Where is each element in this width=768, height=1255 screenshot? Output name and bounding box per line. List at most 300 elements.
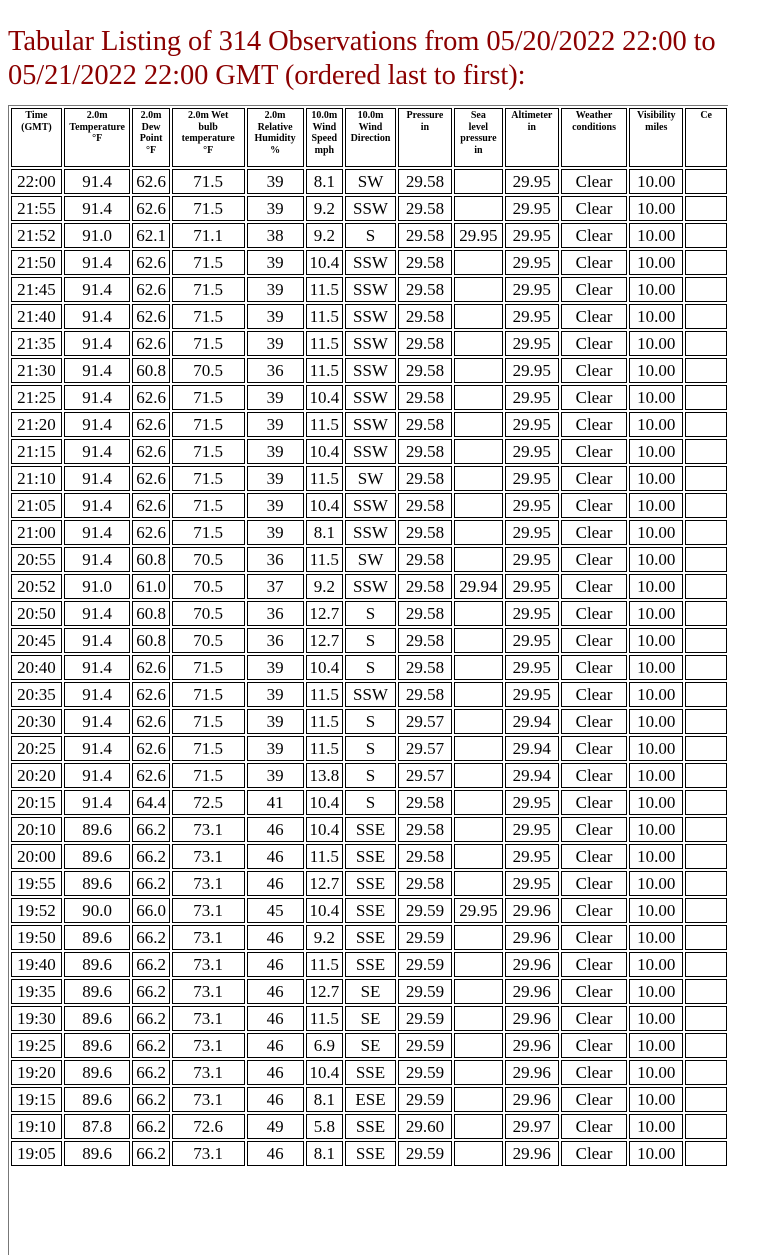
cell-wet-bulb: 71.5 [172,250,245,275]
cell-relative-humidity: 36 [247,601,304,626]
cell-pressure: 29.58 [398,466,452,491]
cell-wind-speed: 11.5 [306,304,343,329]
cell-ceiling [685,412,727,437]
cell-sea-level-pressure [454,682,503,707]
cell-visibility: 10.00 [629,682,683,707]
cell-altimeter: 29.95 [505,817,559,842]
table-row [11,1141,727,1166]
cell-temperature: 89.6 [64,979,130,1004]
table-row [11,871,727,896]
cell-time: 21:35 [11,331,62,356]
cell-temperature: 91.4 [64,196,130,221]
cell-weather-conditions: Clear [561,493,627,518]
header-time: Time (GMT) [11,108,62,167]
cell-dew-point: 66.2 [132,1114,169,1139]
cell-ceiling [685,898,727,923]
cell-pressure: 29.59 [398,979,452,1004]
cell-temperature: 89.6 [64,844,130,869]
cell-pressure: 29.58 [398,412,452,437]
cell-relative-humidity: 38 [247,223,304,248]
cell-time: 21:15 [11,439,62,464]
cell-sea-level-pressure [454,547,503,572]
cell-ceiling [685,304,727,329]
cell-wind-speed: 10.4 [306,817,343,842]
cell-pressure: 29.60 [398,1114,452,1139]
cell-temperature: 89.6 [64,925,130,950]
cell-relative-humidity: 46 [247,1087,304,1112]
cell-time: 22:00 [11,169,62,194]
cell-ceiling [685,250,727,275]
cell-ceiling [685,736,727,761]
cell-sea-level-pressure [454,979,503,1004]
cell-wind-direction: SW [345,547,396,572]
cell-altimeter: 29.95 [505,844,559,869]
cell-wind-direction: SSE [345,952,396,977]
cell-wind-speed: 10.4 [306,250,343,275]
cell-pressure: 29.58 [398,520,452,545]
cell-relative-humidity: 46 [247,925,304,950]
cell-altimeter: 29.95 [505,493,559,518]
cell-visibility: 10.00 [629,520,683,545]
cell-wind-direction: SSW [345,439,396,464]
cell-wind-speed: 6.9 [306,1033,343,1058]
cell-temperature: 89.6 [64,1141,130,1166]
cell-weather-conditions: Clear [561,574,627,599]
cell-altimeter: 29.96 [505,898,559,923]
cell-dew-point: 62.6 [132,331,169,356]
cell-wind-direction: SW [345,466,396,491]
cell-time: 20:35 [11,682,62,707]
cell-altimeter: 29.95 [505,223,559,248]
cell-dew-point: 62.6 [132,169,169,194]
cell-time: 21:30 [11,358,62,383]
cell-wind-speed: 8.1 [306,1141,343,1166]
cell-wet-bulb: 71.5 [172,277,245,302]
cell-altimeter: 29.95 [505,412,559,437]
cell-pressure: 29.58 [398,574,452,599]
cell-wet-bulb: 73.1 [172,817,245,842]
cell-ceiling [685,547,727,572]
cell-wind-direction: SSW [345,574,396,599]
cell-wet-bulb: 71.5 [172,385,245,410]
cell-time: 20:15 [11,790,62,815]
cell-wet-bulb: 71.5 [172,196,245,221]
cell-ceiling [685,682,727,707]
cell-visibility: 10.00 [629,925,683,950]
cell-wind-direction: SW [345,169,396,194]
cell-weather-conditions: Clear [561,1114,627,1139]
cell-visibility: 10.00 [629,952,683,977]
cell-altimeter: 29.95 [505,628,559,653]
cell-wet-bulb: 73.1 [172,871,245,896]
cell-wind-speed: 12.7 [306,601,343,626]
cell-visibility: 10.00 [629,817,683,842]
cell-wind-speed: 11.5 [306,466,343,491]
cell-pressure: 29.59 [398,952,452,977]
cell-visibility: 10.00 [629,196,683,221]
cell-relative-humidity: 39 [247,682,304,707]
cell-altimeter: 29.96 [505,1141,559,1166]
cell-wind-direction: SE [345,1033,396,1058]
cell-relative-humidity: 39 [247,763,304,788]
table-row [11,520,727,545]
cell-relative-humidity: 46 [247,979,304,1004]
cell-dew-point: 61.0 [132,574,169,599]
cell-pressure: 29.59 [398,1006,452,1031]
cell-wind-direction: SSW [345,412,396,437]
cell-temperature: 91.4 [64,736,130,761]
cell-ceiling [685,331,727,356]
cell-temperature: 91.0 [64,223,130,248]
cell-wet-bulb: 73.1 [172,1141,245,1166]
cell-dew-point: 62.6 [132,304,169,329]
table-row [11,1060,727,1085]
cell-ceiling [685,196,727,221]
cell-ceiling [685,1114,727,1139]
cell-altimeter: 29.96 [505,952,559,977]
cell-ceiling [685,223,727,248]
cell-wet-bulb: 73.1 [172,1087,245,1112]
cell-weather-conditions: Clear [561,628,627,653]
cell-pressure: 29.58 [398,277,452,302]
header-wind-speed: 10.0m Wind Speed mph [306,108,343,167]
cell-pressure: 29.58 [398,682,452,707]
cell-altimeter: 29.95 [505,331,559,356]
cell-relative-humidity: 36 [247,628,304,653]
cell-wind-speed: 12.7 [306,628,343,653]
cell-visibility: 10.00 [629,304,683,329]
cell-weather-conditions: Clear [561,844,627,869]
cell-ceiling [685,439,727,464]
cell-wind-direction: SSE [345,844,396,869]
cell-wet-bulb: 70.5 [172,358,245,383]
cell-dew-point: 62.6 [132,250,169,275]
cell-wind-direction: SSW [345,682,396,707]
cell-wind-direction: SSW [345,277,396,302]
cell-sea-level-pressure [454,763,503,788]
cell-wet-bulb: 71.5 [172,736,245,761]
cell-wind-direction: SSW [345,358,396,383]
cell-visibility: 10.00 [629,493,683,518]
cell-temperature: 91.4 [64,547,130,572]
cell-ceiling [685,358,727,383]
header-ceiling: Ce [685,108,727,167]
cell-wind-direction: SSW [345,385,396,410]
cell-relative-humidity: 36 [247,547,304,572]
cell-ceiling [685,763,727,788]
table-row [11,358,727,383]
cell-pressure: 29.58 [398,601,452,626]
cell-wind-speed: 5.8 [306,1114,343,1139]
cell-pressure: 29.58 [398,304,452,329]
cell-visibility: 10.00 [629,709,683,734]
cell-weather-conditions: Clear [561,817,627,842]
cell-weather-conditions: Clear [561,277,627,302]
cell-visibility: 10.00 [629,1033,683,1058]
cell-pressure: 29.58 [398,331,452,356]
cell-ceiling [685,466,727,491]
cell-altimeter: 29.95 [505,790,559,815]
cell-weather-conditions: Clear [561,709,627,734]
header-wet-bulb: 2.0m Wet bulb temperature °F [172,108,245,167]
cell-sea-level-pressure [454,1060,503,1085]
cell-sea-level-pressure [454,169,503,194]
cell-sea-level-pressure [454,1114,503,1139]
cell-sea-level-pressure [454,1141,503,1166]
table-row [11,952,727,977]
cell-altimeter: 29.95 [505,871,559,896]
cell-time: 21:10 [11,466,62,491]
cell-wind-speed: 10.4 [306,439,343,464]
cell-wind-direction: SSE [345,925,396,950]
cell-time: 21:55 [11,196,62,221]
cell-wind-direction: SSE [345,817,396,842]
cell-wet-bulb: 73.1 [172,844,245,869]
cell-weather-conditions: Clear [561,952,627,977]
cell-wind-speed: 9.2 [306,196,343,221]
cell-visibility: 10.00 [629,898,683,923]
cell-wet-bulb: 73.1 [172,925,245,950]
cell-ceiling [685,871,727,896]
cell-time: 19:52 [11,898,62,923]
cell-visibility: 10.00 [629,385,683,410]
cell-dew-point: 64.4 [132,790,169,815]
cell-wet-bulb: 71.5 [172,304,245,329]
cell-time: 19:15 [11,1087,62,1112]
cell-altimeter: 29.95 [505,466,559,491]
cell-dew-point: 60.8 [132,628,169,653]
cell-pressure: 29.57 [398,763,452,788]
cell-wind-speed: 10.4 [306,1060,343,1085]
cell-dew-point: 66.2 [132,952,169,977]
cell-time: 20:55 [11,547,62,572]
cell-temperature: 91.4 [64,331,130,356]
table-row [11,493,727,518]
cell-wet-bulb: 73.1 [172,1006,245,1031]
page-title: Tabular Listing of 314 Observations from 05/20/2022 22:00 to 05/21/2022 22:00 GMT (ordered last to first): [8,26,716,91]
cell-wind-direction: S [345,790,396,815]
cell-dew-point: 66.2 [132,817,169,842]
cell-dew-point: 62.6 [132,277,169,302]
cell-weather-conditions: Clear [561,736,627,761]
cell-dew-point: 66.2 [132,844,169,869]
cell-relative-humidity: 46 [247,952,304,977]
cell-wind-speed: 10.4 [306,493,343,518]
cell-wind-direction: SSE [345,1114,396,1139]
cell-altimeter: 29.97 [505,1114,559,1139]
cell-ceiling [685,1033,727,1058]
cell-dew-point: 60.8 [132,547,169,572]
cell-sea-level-pressure [454,871,503,896]
cell-temperature: 89.6 [64,817,130,842]
cell-weather-conditions: Clear [561,925,627,950]
cell-wind-direction: SE [345,1006,396,1031]
cell-wet-bulb: 71.5 [172,655,245,680]
cell-pressure: 29.58 [398,196,452,221]
cell-sea-level-pressure [454,250,503,275]
cell-dew-point: 66.2 [132,1141,169,1166]
cell-weather-conditions: Clear [561,547,627,572]
cell-time: 19:35 [11,979,62,1004]
cell-wind-speed: 10.4 [306,898,343,923]
cell-time: 21:00 [11,520,62,545]
table-row [11,169,727,194]
cell-sea-level-pressure [454,520,503,545]
cell-dew-point: 66.2 [132,1087,169,1112]
cell-altimeter: 29.95 [505,520,559,545]
cell-sea-level-pressure [454,304,503,329]
cell-sea-level-pressure [454,709,503,734]
cell-ceiling [685,979,727,1004]
table-row [11,196,727,221]
cell-altimeter: 29.96 [505,1060,559,1085]
cell-wind-direction: SSW [345,520,396,545]
cell-pressure: 29.58 [398,358,452,383]
table-row [11,331,727,356]
cell-wind-speed: 13.8 [306,763,343,788]
cell-weather-conditions: Clear [561,1060,627,1085]
cell-weather-conditions: Clear [561,979,627,1004]
cell-wind-direction: SSE [345,1141,396,1166]
table-row [11,979,727,1004]
cell-weather-conditions: Clear [561,655,627,680]
cell-wind-speed: 11.5 [306,844,343,869]
cell-dew-point: 62.1 [132,223,169,248]
cell-temperature: 91.4 [64,601,130,626]
cell-pressure: 29.58 [398,790,452,815]
cell-temperature: 91.4 [64,709,130,734]
cell-relative-humidity: 46 [247,844,304,869]
cell-time: 20:45 [11,628,62,653]
cell-ceiling [685,520,727,545]
cell-relative-humidity: 46 [247,871,304,896]
cell-time: 20:10 [11,817,62,842]
cell-weather-conditions: Clear [561,1006,627,1031]
table-row [11,844,727,869]
cell-weather-conditions: Clear [561,790,627,815]
cell-weather-conditions: Clear [561,439,627,464]
cell-visibility: 10.00 [629,979,683,1004]
cell-pressure: 29.58 [398,493,452,518]
cell-altimeter: 29.95 [505,682,559,707]
cell-sea-level-pressure [454,925,503,950]
cell-visibility: 10.00 [629,628,683,653]
cell-weather-conditions: Clear [561,358,627,383]
observations-table [9,106,729,1168]
cell-altimeter: 29.95 [505,304,559,329]
cell-wind-speed: 11.5 [306,736,343,761]
header-sea-level-pressure: Sea level pressure in [454,108,503,167]
cell-sea-level-pressure [454,439,503,464]
header-relative-humidity: 2.0m Relative Humidity % [247,108,304,167]
cell-time: 20:40 [11,655,62,680]
cell-wind-direction: ESE [345,1087,396,1112]
cell-relative-humidity: 46 [247,1141,304,1166]
cell-wind-speed: 11.5 [306,547,343,572]
cell-visibility: 10.00 [629,250,683,275]
cell-relative-humidity: 39 [247,331,304,356]
cell-dew-point: 62.6 [132,655,169,680]
cell-wind-direction: S [345,223,396,248]
cell-visibility: 10.00 [629,439,683,464]
cell-pressure: 29.58 [398,655,452,680]
cell-weather-conditions: Clear [561,871,627,896]
cell-dew-point: 66.2 [132,871,169,896]
cell-dew-point: 66.2 [132,925,169,950]
cell-ceiling [685,1087,727,1112]
cell-wet-bulb: 71.5 [172,466,245,491]
cell-ceiling [685,952,727,977]
cell-time: 21:50 [11,250,62,275]
cell-wet-bulb: 73.1 [172,979,245,1004]
cell-sea-level-pressure [454,358,503,383]
cell-visibility: 10.00 [629,655,683,680]
cell-ceiling [685,628,727,653]
cell-sea-level-pressure [454,844,503,869]
header-pressure: Pressure in [398,108,452,167]
cell-time: 19:25 [11,1033,62,1058]
cell-visibility: 10.00 [629,1087,683,1112]
cell-visibility: 10.00 [629,412,683,437]
cell-pressure: 29.59 [398,925,452,950]
cell-temperature: 91.4 [64,277,130,302]
cell-time: 19:05 [11,1141,62,1166]
cell-ceiling [685,1060,727,1085]
cell-sea-level-pressure [454,736,503,761]
cell-pressure: 29.59 [398,1141,452,1166]
cell-temperature: 89.6 [64,1006,130,1031]
table-row [11,277,727,302]
table-row [11,439,727,464]
cell-temperature: 91.4 [64,790,130,815]
cell-sea-level-pressure [454,1087,503,1112]
cell-visibility: 10.00 [629,844,683,869]
cell-pressure: 29.58 [398,223,452,248]
cell-ceiling [685,790,727,815]
cell-sea-level-pressure [454,655,503,680]
cell-visibility: 10.00 [629,547,683,572]
cell-wind-direction: SSE [345,871,396,896]
cell-pressure: 29.59 [398,1087,452,1112]
cell-sea-level-pressure [454,277,503,302]
cell-dew-point: 66.2 [132,1033,169,1058]
cell-wet-bulb: 71.5 [172,412,245,437]
cell-wind-direction: SSE [345,898,396,923]
cell-wind-speed: 10.4 [306,655,343,680]
cell-ceiling [685,493,727,518]
table-row [11,709,727,734]
cell-weather-conditions: Clear [561,1087,627,1112]
cell-relative-humidity: 39 [247,493,304,518]
table-row [11,304,727,329]
cell-wind-speed: 9.2 [306,574,343,599]
cell-wet-bulb: 71.5 [172,331,245,356]
cell-wind-speed: 11.5 [306,682,343,707]
cell-wind-speed: 12.7 [306,871,343,896]
header-wind-direction: 10.0m Wind Direction [345,108,396,167]
cell-pressure: 29.57 [398,709,452,734]
cell-dew-point: 62.6 [132,736,169,761]
cell-wind-speed: 8.1 [306,520,343,545]
cell-visibility: 10.00 [629,466,683,491]
cell-relative-humidity: 39 [247,304,304,329]
cell-altimeter: 29.95 [505,547,559,572]
observations-table-container [8,105,728,1255]
cell-relative-humidity: 39 [247,655,304,680]
cell-altimeter: 29.95 [505,601,559,626]
cell-weather-conditions: Clear [561,385,627,410]
cell-wet-bulb: 73.1 [172,898,245,923]
